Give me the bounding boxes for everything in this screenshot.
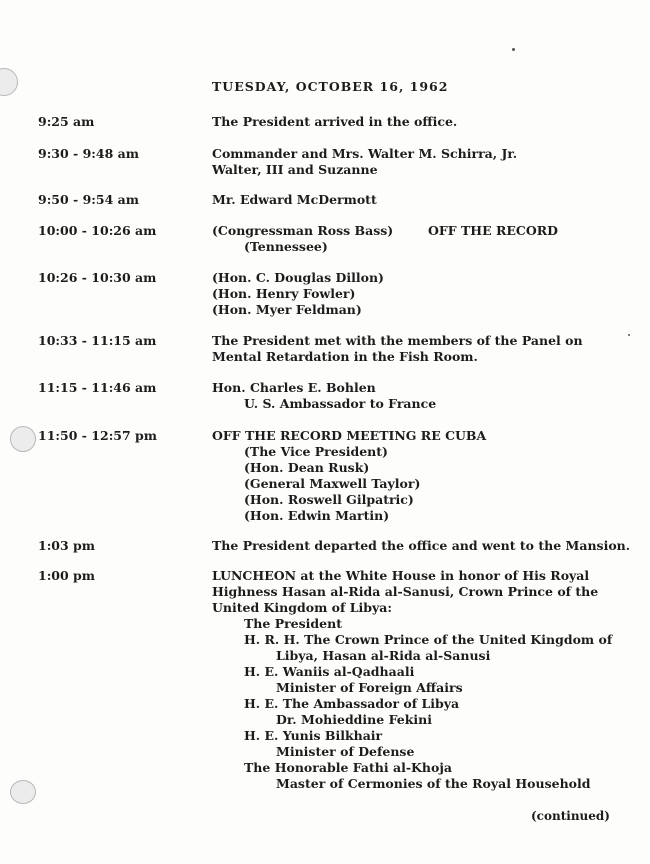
entry-time: 9:25 am	[38, 114, 95, 129]
entry-time: 9:50 - 9:54 am	[38, 192, 139, 207]
entry-line: (Tennessee)	[244, 239, 328, 254]
entry-line: Commander and Mrs. Walter M. Schirra, Jr.	[212, 146, 518, 161]
entry-line: (Hon. Henry Fowler)	[212, 286, 356, 301]
entry-time: 1:00 pm	[38, 568, 96, 583]
entry-line: LUNCHEON at the White House in honor of His Royal	[212, 568, 590, 583]
entry-line: The Honorable Fathi al-Khoja	[244, 760, 452, 775]
continued-label: (continued)	[531, 809, 610, 823]
entry-description	[212, 428, 632, 524]
entry-line: Minister of Foreign Affairs	[276, 680, 463, 695]
page-date-heading: TUESDAY, OCTOBER 16, 1962	[212, 79, 449, 94]
entry-description	[212, 146, 632, 178]
entry-time: 1:03 pm	[38, 538, 96, 553]
entry-line: H. E. Yunis Bilkhair	[244, 728, 383, 743]
binder-hole-bottom	[10, 780, 36, 804]
entry-line: Highness Hasan al-Rida al-Sanusi, Crown Prince of the	[212, 584, 599, 599]
entry-time: 10:26 - 10:30 am	[38, 270, 157, 285]
entry-line: (Hon. Myer Feldman)	[212, 302, 362, 317]
entry-line: Mental Retardation in the Fish Room.	[212, 349, 478, 364]
entry-line: (Hon. C. Douglas Dillon)	[212, 270, 384, 285]
entry-description	[212, 223, 632, 255]
entry-description	[212, 333, 632, 365]
entry-line: Hon. Charles E. Bohlen	[212, 380, 376, 395]
entry-line: (General Maxwell Taylor)	[244, 476, 421, 491]
entry-line: Minister of Defense	[276, 744, 415, 759]
entry-line: Dr. Mohieddine Fekini	[276, 712, 432, 727]
paper-speck	[512, 48, 515, 51]
entry-description	[212, 192, 632, 208]
binder-hole-top	[0, 68, 18, 96]
entry-time: 10:33 - 11:15 am	[38, 333, 157, 348]
entry-line: The President arrived in the office.	[212, 114, 458, 129]
entry-description	[212, 538, 632, 554]
entry-line: (Congressman Ross Bass)	[212, 223, 394, 238]
binder-hole-middle	[10, 426, 36, 452]
entry-time: 11:15 - 11:46 am	[38, 380, 157, 395]
entry-time: 9:30 - 9:48 am	[38, 146, 139, 161]
entry-line: United Kingdom of Libya:	[212, 600, 392, 615]
entry-line: U. S. Ambassador to France	[244, 396, 437, 411]
entry-line: H. E. The Ambassador of Libya	[244, 696, 460, 711]
entry-line: Mr. Edward McDermott	[212, 192, 377, 207]
entry-line: (Hon. Edwin Martin)	[244, 508, 390, 523]
entry-description	[212, 568, 632, 792]
entry-line: (Hon. Dean Rusk)	[244, 460, 370, 475]
entry-line: Libya, Hasan al-Rida al-Sanusi	[276, 648, 491, 663]
entry-description	[212, 270, 632, 318]
entry-line: The President departed the office and went to the Mansion.	[212, 538, 631, 553]
entry-line: (The Vice President)	[244, 444, 388, 459]
entry-description	[212, 114, 632, 130]
entry-line: H. R. H. The Crown Prince of the United Kingdom of	[244, 632, 613, 647]
entry-line: The President	[244, 616, 342, 631]
entry-line: Master of Cermonies of the Royal Household	[276, 776, 591, 791]
entry-line: Walter, III and Suzanne	[212, 162, 378, 177]
entry-line: The President met with the members of the Panel on	[212, 333, 583, 348]
entry-line: (Hon. Roswell Gilpatric)	[244, 492, 414, 507]
entry-description	[212, 380, 632, 412]
entry-line: OFF THE RECORD MEETING RE CUBA	[212, 428, 487, 443]
entry-time: 10:00 - 10:26 am	[38, 223, 157, 238]
entry-line: H. E. Waniis al-Qadhaali	[244, 664, 415, 679]
off-the-record-note: OFF THE RECORD	[428, 223, 558, 238]
entry-time: 11:50 - 12:57 pm	[38, 428, 158, 443]
